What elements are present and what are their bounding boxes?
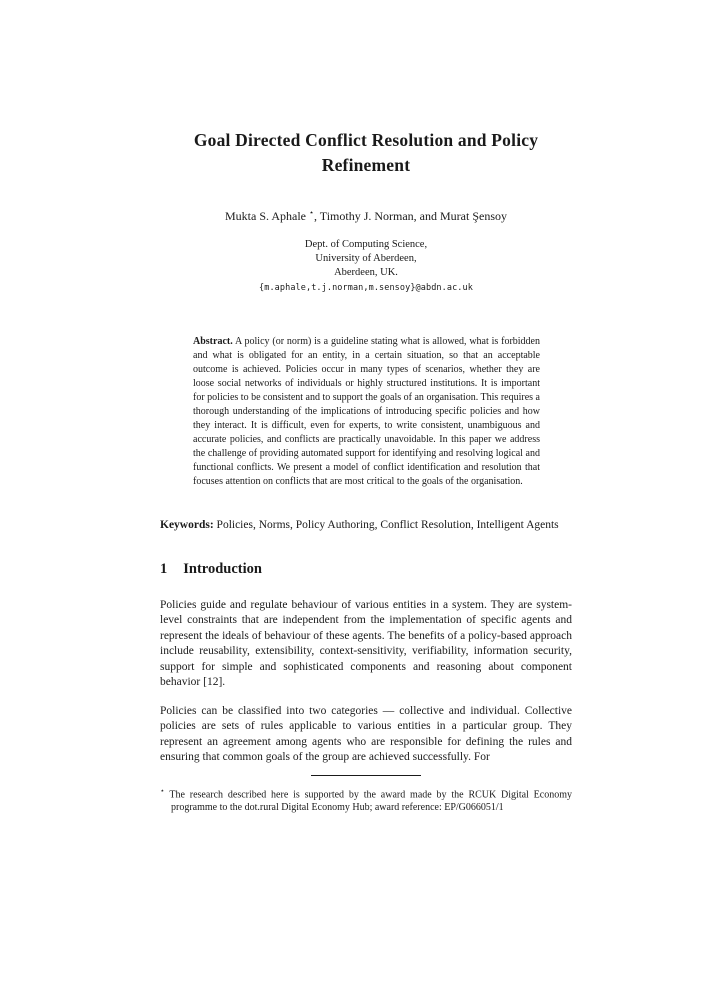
- abstract-label: Abstract.: [193, 336, 233, 347]
- author-thanks-marker: ⋆: [308, 208, 314, 217]
- authors-email: {m.aphale,t.j.norman,m.sensoy}@abdn.ac.uk: [259, 283, 473, 293]
- affiliation-dept: Dept. of Computing Science,: [304, 239, 428, 250]
- footnote-rule: [311, 775, 421, 776]
- affiliation-city: Aberdeen, UK.: [334, 267, 398, 278]
- paper-title-line-2: Refinement: [321, 155, 411, 175]
- keywords-block: [160, 518, 572, 534]
- paper-content: [160, 128, 572, 815]
- abstract-text: A policy (or norm) is a guideline stating what is allowed, what is forbidden and what is obligated for an entity, in a certain situation, so that an acceptable outcome is achieved. Policies occur in many types of scenarios, whether they are loose social networks of individuals or highly structured institutions. It is important for policies to be consistent and to support the goals of an organisation. This requires a thorough understanding of the implications of introducing specific policies and how they interact. It is difficult, even for experts, to write consistent, unambiguous and accurate policies, and conflicts are practically unavoidable. In this paper we address the challenge of providing automated support for identifying and resolving logical and functional conflicts. We present a model of conflict identification and resolution that focuses attention on conflicts that are most critical to the goals of the organisation.: [193, 336, 540, 487]
- affiliation-block: [160, 238, 572, 295]
- section-number: 1: [160, 560, 168, 577]
- paper-title-line-1: Goal Directed Conflict Resolution and Policy: [193, 130, 539, 150]
- author-names-post: , Timothy J. Norman, and Murat Şensoy: [314, 209, 508, 223]
- abstract-block: [193, 335, 540, 489]
- keywords-text: Policies, Norms, Policy Authoring, Conflict Resolution, Intelligent Agents: [213, 519, 559, 531]
- authors-line: [160, 208, 572, 224]
- paragraph-2: Policies can be classified into two categories — collective and individual. Collective policies are sets of rules applicable to various entities in a particular group. They represent an agreement among agents who are responsible for defining the rules and ensuring that common goals of the group are achieved successfully. For: [160, 704, 572, 763]
- paper-title: [160, 128, 572, 178]
- paragraph-1: Policies guide and regulate behaviour of various entities in a system. They are system-level constraints that are independent from the implementation of specific agents and represent the ideals of behaviour of these agents. The benefits of a policy-based approach include reusability, extensibility, context-sensitivity, verifiability, information security, support for simple and sophisticated components and reasoning about component behavior [12].: [160, 598, 572, 688]
- affiliation-university: University of Aberdeen,: [315, 253, 417, 264]
- footnote: [160, 784, 572, 815]
- section-title: Introduction: [183, 560, 262, 577]
- author-names-pre: Mukta S. Aphale: [224, 209, 309, 223]
- keywords-label: Keywords:: [160, 519, 214, 531]
- footnote-marker: ⋆: [160, 785, 165, 795]
- footnote-text: The research described here is supported by the award made by the RCUK Digital Economy programme to the dot.rural Digital Economy Hub; award reference: EP/G066051/1: [164, 788, 572, 814]
- section-heading-introduction: [160, 561, 572, 578]
